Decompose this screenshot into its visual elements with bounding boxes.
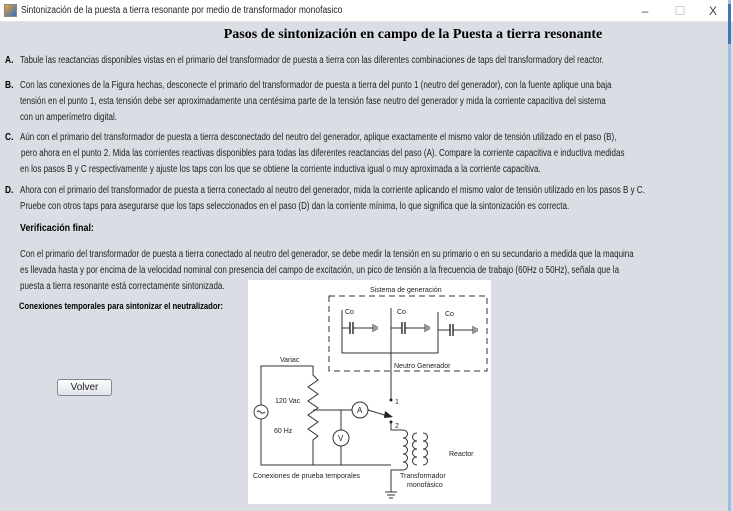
diagram-neutral-label: Neutro Generador xyxy=(394,363,451,370)
diagram-co-label: Co xyxy=(345,309,354,316)
diagram-variac-label: Variac xyxy=(280,357,300,364)
connections-label: Conexiones temporales para sintonizar el neutralizador: xyxy=(19,301,224,311)
transformer-label: monofásico xyxy=(407,482,443,489)
diagram-co-label: Co xyxy=(397,309,406,316)
step-c-letter: C. xyxy=(5,131,14,143)
ammeter-label: A xyxy=(357,406,363,415)
verification-text: puesta a tierra resonante está correctamente sintonizada. xyxy=(20,281,225,292)
diagram-system-label: Sistema de generación xyxy=(370,287,442,294)
step-c-text: en los pasos B y C respectivamente y ajuste los taps con los que se obtiene la corriente inductiva igual o muy aproximada a la corriente capacitiva. xyxy=(20,164,541,175)
step-b-text: tensión en el punto 1, esta tensión debe ser aproximadamente una centésima parte de la tensión fase neutro del generador y mida la corriente capacitiva del sistema xyxy=(20,96,606,107)
maximize-button[interactable]: ☐ xyxy=(674,4,686,18)
connection-diagram xyxy=(245,280,495,506)
diagram-frequency-label: 60 Hz xyxy=(274,428,293,435)
step-d-text: Ahora con el primario del transformador de puesta a tierra conectado al neutro del generador, mida la corriente aplicando el mismo valor de tensión utilizado en los pasos B y C. xyxy=(20,185,645,196)
step-b-text: con un amperímetro digital. xyxy=(20,112,117,123)
title-bar xyxy=(0,0,733,22)
verification-title: Verificación final: xyxy=(20,222,94,234)
point-2-label: 2 xyxy=(395,423,399,430)
step-b-text: Con las conexiones de la Figura hechas, desconecte el primario del transformador de puesta a tierra del punto 1 (neutro del generador), con la fuente aplique una baja xyxy=(20,80,612,91)
java-app-icon xyxy=(4,4,17,17)
voltmeter-label: V xyxy=(338,434,344,443)
minimize-button[interactable]: – xyxy=(641,4,649,18)
close-button[interactable]: X xyxy=(708,4,717,18)
step-c-text: pero ahora en el punto 2. Mida las corrientes reactivas disponibles para todas las diferentes reactancias del paso (A). Compare la corriente capacitiva e inductiva medidas xyxy=(21,148,625,159)
point-1-label: 1 xyxy=(395,399,399,406)
back-button[interactable]: Volver xyxy=(57,379,112,396)
step-d-letter: D. xyxy=(5,184,14,196)
step-d-text: Pruebe con otros taps para asegurarse que los taps seleccionados en el paso (D) dan la corriente mínima, lo que significa que la sintonización es correcta. xyxy=(20,201,570,212)
transformer-label: Transformador xyxy=(400,473,446,480)
verification-text: es llevada hasta y por encima de la velocidad nominal con presencia del campo de excitación, un pico de tensión a la frecuencia de trabajo (60Hz o 50Hz), señala que la xyxy=(20,265,620,276)
reactor-label: Reactor xyxy=(449,451,474,458)
window-title: Sintonización de la puesta a tierra resonante por medio de transformador monofasico xyxy=(21,5,343,16)
step-b-letter: B. xyxy=(5,79,14,91)
step-a-text: Tabule las reactancias disponibles vistas en el primario del transformador de puesta a tierra con las diferentes combinaciones de taps del transformadory del reactor. xyxy=(20,55,604,66)
page-title: Pasos de sintonización en campo de la Puesta a tierra resonante xyxy=(223,27,603,42)
verification-text: Con el primario del transformador de puesta a tierra conectado al neutro del generador, se debe medir la tensión en su primario o en su secundario a medida que la maquina xyxy=(20,249,634,260)
scrollbar-track[interactable] xyxy=(728,0,731,511)
step-c-text: Aún con el primario del transformador de puesta a tierra desconectado del neutro del generador, aplique exactamente el mismo valor de tensión utilizado en el paso (B), xyxy=(20,132,617,143)
diagram-voltage-label: 120 Vac xyxy=(275,398,301,405)
test-connections-label: Conexiones de prueba temporales xyxy=(253,473,361,480)
step-a-letter: A. xyxy=(5,54,14,66)
diagram-co-label: Co xyxy=(445,311,454,318)
